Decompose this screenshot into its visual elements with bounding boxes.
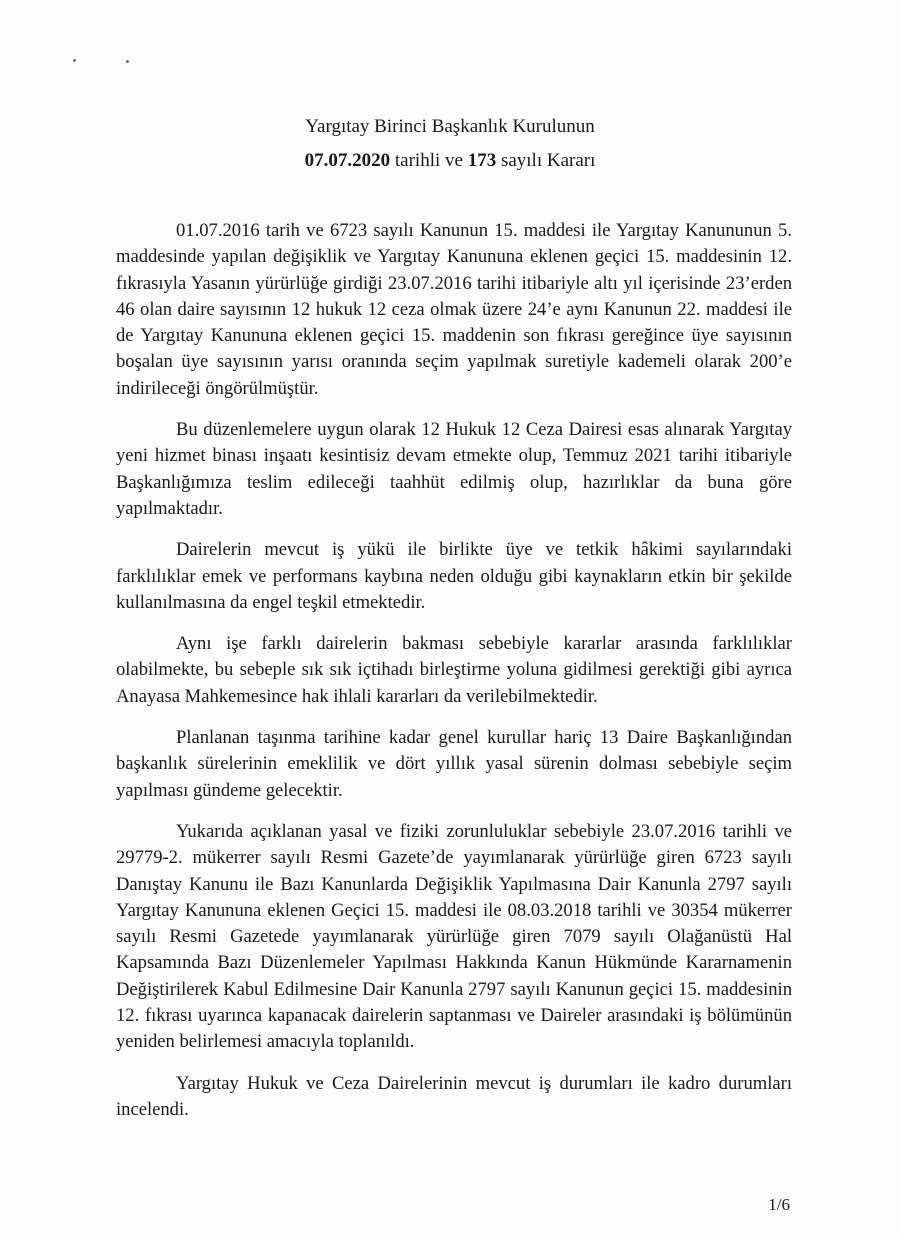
paragraph: Yukarıda açıklanan yasal ve fiziki zorunluluklar sebebiyle 23.07.2016 tarihli ve 29779-2. mükerrer sayılı Resmi Gazete’de yayımlanarak yürürlüğe giren 6723 sayılı Danıştay Kanunu ile Bazı Kanunlarda Değişiklik Yapılmasına Dair Kanunla 2797 sayılı Yargıtay Kanununa eklenen Geçici 15. maddesi ile 08.03.2018 tarihli ve 30354 mükerrer sayılı Resmi Gazetede yayımlanarak yürürlüğe giren 7079 sayılı Olağanüstü Hal Kapsamında Bazı Düzenlemeler Yapılması Hakkında Kanun Hükmünde Kararnamenin Değiştirilerek Kabul Edilmesine Dair Kanunla 2797 sayılı Kanunun geçici 15. maddesinin 12. fıkrası uyarınca kapanacak dairelerin saptanması ve Daireler arasındaki iş bölümünün yeniden belirlemesi amacıyla toplanıldı. (116, 820, 792, 1053)
header-title: Yargıtay Birinci Başkanlık Kurulunun (305, 116, 595, 137)
paragraph: 01.07.2016 tarih ve 6723 sayılı Kanunun 15. maddesi ile Yargıtay Kanununun 5. maddesinde yapılan değişiklik ve Yargıtay Kanununa eklenen geçici 15. maddesinin 12. fıkrasıyla Yasanın yürürlüğe girdiği 23.07.2016 tarihi itibariyle altı yıl içerisinde 23’erden 46 olan daire sayısının 12 hukuk 12 ceza olmak üzere 24’e aynı Kanunun 22. maddesi ile de Yargıtay Kanununa eklenen geçici 15. maddenin son fıkrası gereğince üye sayısının boşalan üye sayısının yarısı oranında seçim yapılmak suretiyle kademeli olarak 200’e indirileceği öngörülmüştür. (116, 220, 792, 399)
scan-speck (126, 60, 129, 63)
decision-number: 173 (467, 150, 497, 171)
header-connector: tarihli ve (390, 150, 468, 171)
decision-date: 07.07.2020 (304, 150, 391, 171)
page-number: 1/6 (768, 1195, 790, 1214)
decision-body (116, 218, 792, 1138)
header-decision-line (0, 144, 900, 178)
scan-speck (73, 59, 76, 62)
paragraph: Yargıtay Hukuk ve Ceza Dairelerinin mevcut iş durumları ile kadro durumları incelendi. (116, 1072, 792, 1120)
paragraph: Aynı işe farklı dairelerin bakması sebebiyle kararlar arasında farklılıklar olabilmekte, bu sebeple sık sık içtihadı birleştirme yoluna gidilmesi gerektiği gibi ayrıca Anayasa Mahkemesince hak ihlali kararları da verilebilmektedir. (116, 633, 792, 707)
decision-header (0, 110, 900, 178)
paragraph: Bu düzenlemelere uygun olarak 12 Hukuk 12 Ceza Dairesi esas alınarak Yargıtay yeni hizmet binası inşaatı kesintisiz devam etmekte olup, Temmuz 2021 tarihi itibariyle Başkanlığımıza teslim edileceği taahhüt edilmiş olup, hazırlıklar da buna göre yapılmaktadır. (116, 419, 792, 519)
header-suffix: sayılı Kararı (496, 150, 596, 171)
paragraph: Planlanan taşınma tarihine kadar genel kurullar hariç 13 Daire Başkanlığından başkanlık sürelerinin emeklilik ve dört yıllık yasal sürenin dolması sebebiyle seçim yapılması gündeme gelecektir. (116, 727, 792, 801)
paragraph: Dairelerin mevcut iş yükü ile birlikte üye ve tetkik hâkimi sayılarındaki farklılıklar emek ve performans kaybına neden olduğu gibi kaynakların etkin bir şekilde kullanılmasına da engel teşkil etmektedir. (116, 539, 792, 613)
